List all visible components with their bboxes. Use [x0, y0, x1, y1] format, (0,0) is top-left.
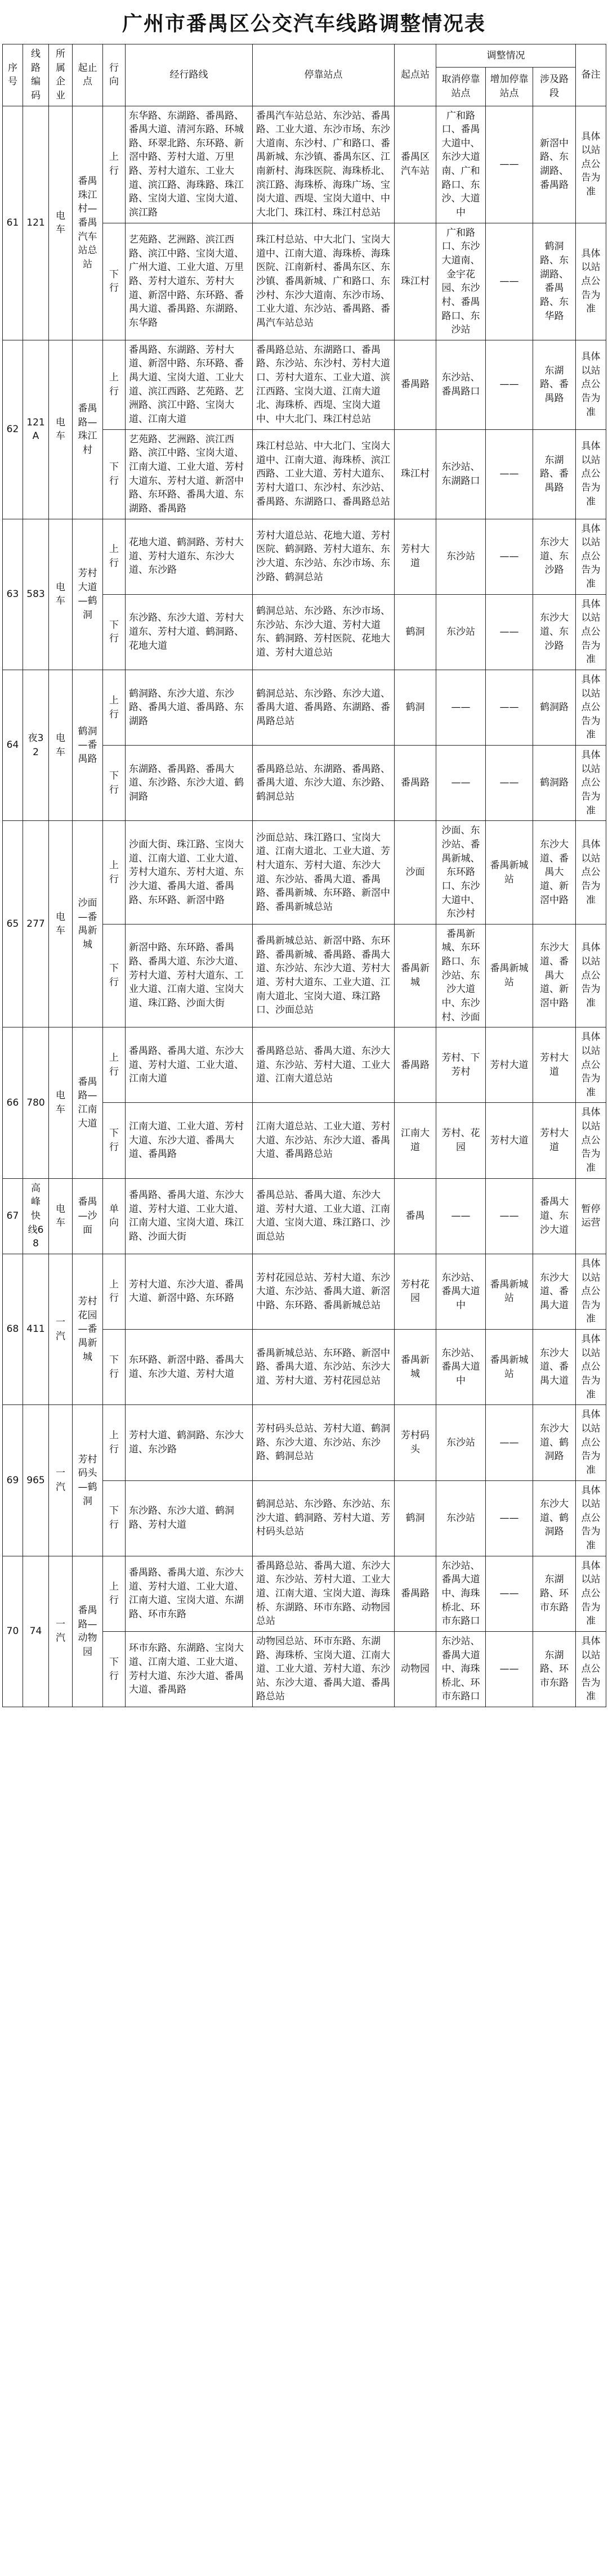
table-row — [3, 106, 606, 223]
cell-start: 番禺 — [395, 1178, 436, 1254]
cell-terminals: 芳村码头—鹤洞 — [73, 1405, 103, 1556]
cell-company: 电车 — [49, 106, 73, 340]
header-adjust-group: 调整情况 — [436, 44, 576, 68]
cell-roads: 东湖路、番禺路 — [533, 429, 576, 519]
cell-start: 动物园 — [395, 1631, 436, 1707]
cell-cancel-stops: —— — [436, 746, 486, 821]
header-route: 经行路线 — [126, 44, 253, 106]
cell-code: 277 — [23, 821, 49, 1027]
cell-terminals: 番禺—沙面 — [73, 1178, 103, 1254]
route-adjustment-table — [2, 44, 606, 1707]
cell-start: 番禺路 — [395, 746, 436, 821]
cell-new-stops: —— — [486, 223, 533, 340]
cell-company: 一汽 — [49, 1254, 73, 1404]
cell-no: 68 — [3, 1254, 23, 1404]
cell-cancel-stops: 东沙站、番禺大道中、海珠桥北、环市东路口 — [436, 1556, 486, 1631]
cell-code: 411 — [23, 1254, 49, 1404]
cell-cancel-stops: 东沙站、番禺大道中 — [436, 1330, 486, 1405]
cell-direction: 下行 — [103, 746, 126, 821]
cell-no: 69 — [3, 1405, 23, 1556]
cell-direction: 下行 — [103, 1631, 126, 1707]
cell-roads: 东湖路、环市东路 — [533, 1556, 576, 1631]
cell-new-stops: —— — [486, 1480, 533, 1556]
table-row — [3, 1405, 606, 1480]
cell-code: 780 — [23, 1027, 49, 1178]
cell-route: 东华路、东湖路、番禺路、番禺大道、清河东路、环城路、环翠北路、东环路、新滘中路、芳村大道、万里路、芳村大道东、工业大道、滨江路、海珠路、珠江路、宝岗大道、宝岗大道、滨江路 — [126, 106, 253, 223]
cell-company: 电车 — [49, 519, 73, 670]
cell-stops: 番禺路总站、东湖路口、番禺路、东沙站、东沙村、芳村大道口、芳村大道东、工业大道、滨江西路、宝岗大道、江南大道北、海珠桥、西堤、宝岗大道中、中大北门、珠江村总站 — [253, 340, 395, 429]
cell-route: 江南大道、工业大道、芳村大道、东沙大道、番禺大道、番禺路 — [126, 1103, 253, 1178]
cell-roads: 东沙大道、番禺大道、新滘中路 — [533, 924, 576, 1027]
cell-remark: 暂停运营 — [576, 1178, 606, 1254]
cell-new-stops: —— — [486, 1556, 533, 1631]
cell-route: 番禺路、番禺大道、东沙大道、芳村大道、工业大道、江南大道、宝岗大道、东湖路、环市东路 — [126, 1556, 253, 1631]
cell-remark: 具体以站点公告为准 — [576, 1480, 606, 1556]
cell-stops: 番禺路总站、番禺大道、东沙大道、东沙站、芳村大道、工业大道、江南大道、宝岗大道、海珠桥、东湖路、环市东路、动物园总站 — [253, 1556, 395, 1631]
cell-cancel-stops: —— — [436, 1178, 486, 1254]
header-no: 序号 — [3, 44, 23, 106]
cell-remark: 具体以站点公告为准 — [576, 1027, 606, 1103]
cell-route: 芳村大道、东沙大道、番禺大道、新滘中路、东环路 — [126, 1254, 253, 1329]
table-row — [3, 1254, 606, 1329]
cell-direction: 上行 — [103, 1556, 126, 1631]
cell-cancel-stops: 东沙站 — [436, 519, 486, 594]
cell-code: 74 — [23, 1556, 49, 1707]
cell-terminals: 鹤洞—番禺路 — [73, 670, 103, 820]
table-row — [3, 1556, 606, 1631]
cell-start: 芳村大道 — [395, 519, 436, 594]
table-row — [3, 519, 606, 594]
cell-new-stops: 番禺新城站 — [486, 924, 533, 1027]
cell-route: 番禺路、番禺大道、东沙大道、芳村大道、工业大道、江南大道 — [126, 1027, 253, 1103]
cell-direction: 上行 — [103, 821, 126, 924]
cell-start: 番禺路 — [395, 340, 436, 429]
cell-remark: 具体以站点公告为准 — [576, 746, 606, 821]
cell-start: 番禺新城 — [395, 924, 436, 1027]
header-stops: 停靠站点 — [253, 44, 395, 106]
cell-cancel-stops: —— — [436, 670, 486, 745]
cell-roads: 东沙大道、番禺大道、新滘中路 — [533, 821, 576, 924]
cell-remark: 具体以站点公告为准 — [576, 1254, 606, 1329]
cell-remark: 具体以站点公告为准 — [576, 594, 606, 670]
cell-terminals: 芳村花园—番禺新城 — [73, 1254, 103, 1404]
cell-company: 电车 — [49, 1027, 73, 1178]
cell-cancel-stops: 芳村、花园 — [436, 1103, 486, 1178]
cell-no: 70 — [3, 1556, 23, 1707]
cell-cancel-stops: 东沙站 — [436, 1480, 486, 1556]
cell-direction: 下行 — [103, 1480, 126, 1556]
header-remark: 备注 — [576, 44, 606, 106]
cell-roads: 新滘中路、东湖路、番禺路 — [533, 106, 576, 223]
cell-start: 番禺路 — [395, 1556, 436, 1631]
cell-new-stops: —— — [486, 1405, 533, 1480]
cell-direction: 上行 — [103, 670, 126, 745]
table-row — [3, 1178, 606, 1254]
header-code: 线路编码 — [23, 44, 49, 106]
cell-roads: 番禺大道、东沙大道 — [533, 1178, 576, 1254]
cell-cancel-stops: 沙面、东沙站、番禺新城、东环路口、东沙大道中、东沙村 — [436, 821, 486, 924]
cell-stops: 芳村码头总站、芳村大道、鹤洞路、东沙大道、东沙站、东沙路、鹤洞总站 — [253, 1405, 395, 1480]
cell-terminals: 番禺路—珠江村 — [73, 340, 103, 519]
cell-cancel-stops: 东沙站 — [436, 1405, 486, 1480]
cell-terminals: 芳村大道—鹤洞 — [73, 519, 103, 670]
cell-terminals: 番禺珠江村—番禺汽车站总站 — [73, 106, 103, 340]
cell-roads: 东沙大道、番禺大道 — [533, 1254, 576, 1329]
cell-code: 高峰快线68 — [23, 1178, 49, 1254]
cell-start: 沙面 — [395, 821, 436, 924]
cell-roads: 芳村大道 — [533, 1027, 576, 1103]
cell-start: 鹤洞 — [395, 1480, 436, 1556]
cell-company: 电车 — [49, 821, 73, 1027]
header-company: 所属企业 — [49, 44, 73, 106]
cell-no: 64 — [3, 670, 23, 820]
cell-stops: 番禺新城总站、新滘中路、东环路、番禺新城、番禺路、番禺大道、东沙站、东沙大道、芳村大道、芳村大道东、工业大道、江南大道北、宝岗大道、珠江路口、沙面总站 — [253, 924, 395, 1027]
cell-no: 63 — [3, 519, 23, 670]
cell-new-stops: —— — [486, 594, 533, 670]
cell-code: 965 — [23, 1405, 49, 1556]
cell-code: 121 — [23, 106, 49, 340]
cell-remark: 具体以站点公告为准 — [576, 340, 606, 429]
cell-direction: 上行 — [103, 340, 126, 429]
cell-roads: 东沙大道、鹤洞路 — [533, 1480, 576, 1556]
cell-direction: 下行 — [103, 223, 126, 340]
cell-no: 66 — [3, 1027, 23, 1178]
cell-remark: 具体以站点公告为准 — [576, 519, 606, 594]
cell-start: 芳村码头 — [395, 1405, 436, 1480]
cell-cancel-stops: 广和路口、番禺大道中、东沙大道南、广和路口、东沙、大道中 — [436, 106, 486, 223]
cell-remark: 具体以站点公告为准 — [576, 1631, 606, 1707]
cell-roads: 东沙大道、番禺大道 — [533, 1330, 576, 1405]
cell-route: 新滘中路、东环路、番禺路、番禺大道、东沙大道、芳村大道、芳村大道东、工业大道、江南大道、宝岗大道、珠江路、沙面大街 — [126, 924, 253, 1027]
cell-route: 花地大道、鹤洞路、芳村大道、芳村大道东、东沙大道、东沙路 — [126, 519, 253, 594]
header-direction: 行向 — [103, 44, 126, 106]
cell-roads: 鹤洞路 — [533, 746, 576, 821]
cell-new-stops: 番禺新城站 — [486, 1330, 533, 1405]
cell-code: 夜32 — [23, 670, 49, 820]
cell-start: 珠江村 — [395, 429, 436, 519]
cell-stops: 番禺路总站、东湖路、番禺路、番禺大道、东沙大道、东沙路、鹤洞总站 — [253, 746, 395, 821]
cell-start: 番禺新城 — [395, 1330, 436, 1405]
cell-cancel-stops: 东沙站、番禺大道中、海珠桥北、环市东路口 — [436, 1631, 486, 1707]
cell-stops: 番禺汽车站总站、东沙站、番禺路、工业大道、东沙市场、东沙大道南、东沙村、广和路口、番禺新城、东沙镇、番禺东区、江南新村、海珠医院、海珠桥北、滨江路、海珠桥、海珠广场、宝岗大道、西堤、宝岗大道中、中大北门、珠江村、珠江村总站 — [253, 106, 395, 223]
cell-start: 江南大道 — [395, 1103, 436, 1178]
cell-code: 121A — [23, 340, 49, 519]
cell-direction: 下行 — [103, 1330, 126, 1405]
table-row — [3, 670, 606, 745]
cell-no: 65 — [3, 821, 23, 1027]
cell-stops: 动物园总站、环市东路、东湖路、海珠桥、宝岗大道、江南大道、工业大道、芳村大道、东沙站、东沙大道、番禺大道、番禺路总站 — [253, 1631, 395, 1707]
table-row — [3, 1027, 606, 1103]
cell-route: 东环路、新滘中路、番禺大道、东沙大道、芳村大道 — [126, 1330, 253, 1405]
cell-stops: 珠江村总站、中大北门、宝岗大道中、江南大道、海珠桥、滨江西路、工业大道、芳村大道东、芳村大道口、东沙村、东沙站、番禺路、东湖路口、番禺路总站 — [253, 429, 395, 519]
cell-direction: 单向 — [103, 1178, 126, 1254]
cell-start: 珠江村 — [395, 223, 436, 340]
cell-roads: 鹤洞路、东湖路、番禺路、东华路 — [533, 223, 576, 340]
cell-no: 62 — [3, 340, 23, 519]
cell-stops: 沙面总站、珠江路口、宝岗大道、江南大道北、工业大道、芳村大道东、芳村大道、东沙大道、东沙站、番禺大道、番禺路、番禺新城、东环路、新滘中路、番禺新城总站 — [253, 821, 395, 924]
cell-direction: 下行 — [103, 924, 126, 1027]
cell-new-stops: 芳村大道 — [486, 1103, 533, 1178]
cell-company: 一汽 — [49, 1405, 73, 1556]
cell-cancel-stops: 芳村、下芳村 — [436, 1027, 486, 1103]
cell-direction: 下行 — [103, 594, 126, 670]
cell-terminals: 沙面—番禺新城 — [73, 821, 103, 1027]
cell-roads: 东湖路、番禺路 — [533, 340, 576, 429]
cell-new-stops: —— — [486, 340, 533, 429]
header-start: 起点站 — [395, 44, 436, 106]
cell-roads: 鹤洞路 — [533, 670, 576, 745]
cell-stops: 江南大道总站、工业大道、芳村大道、东沙站、东沙大道、番禺大道、番禺路总站 — [253, 1103, 395, 1178]
cell-start: 鹤洞 — [395, 594, 436, 670]
cell-remark: 具体以站点公告为准 — [576, 429, 606, 519]
cell-roads: 东沙大道、东沙路 — [533, 519, 576, 594]
header-new-stops: 增加停靠站点 — [486, 67, 533, 106]
cell-direction: 下行 — [103, 429, 126, 519]
cell-direction: 上行 — [103, 519, 126, 594]
cell-new-stops: —— — [486, 746, 533, 821]
cell-stops: 番禺总站、番禺大道、东沙大道、芳村大道、工业大道、江南大道、宝岗大道、珠江路口、沙面总站 — [253, 1178, 395, 1254]
cell-cancel-stops: 东沙站、番禺路口 — [436, 340, 486, 429]
cell-remark: 具体以站点公告为准 — [576, 106, 606, 223]
cell-route: 艺苑路、艺洲路、滨江西路、滨江中路、宝岗大道、广州大道、工业大道、万里路、芳村大道东、芳村大道、新滘中路、东环路、番禺大道、番禺路、东湖路、东华路 — [126, 223, 253, 340]
cell-direction: 下行 — [103, 1103, 126, 1178]
cell-remark: 具体以站点公告为准 — [576, 670, 606, 745]
cell-route: 环市东路、东湖路、宝岗大道、江南大道、工业大道、芳村大道、东沙大道、番禺大道、番禺路 — [126, 1631, 253, 1707]
cell-direction: 上行 — [103, 1405, 126, 1480]
cell-remark: 具体以站点公告为准 — [576, 924, 606, 1027]
cell-route: 沙面大街、珠江路、宝岗大道、江南大道、工业大道、芳村大道东、芳村大道、东沙大道、番禺大道、番禺路、东环路、新滘中路 — [126, 821, 253, 924]
cell-stops: 芳村花园总站、芳村大道、东沙大道、东沙站、番禺大道、新滘中路、东环路、番禺新城总站 — [253, 1254, 395, 1329]
cell-start: 芳村花园 — [395, 1254, 436, 1329]
cell-terminals: 番禺路—动物园 — [73, 1556, 103, 1707]
cell-new-stops: 芳村大道 — [486, 1027, 533, 1103]
cell-new-stops: 番禺新城站 — [486, 1254, 533, 1329]
cell-cancel-stops: 东沙站、东湖路口 — [436, 429, 486, 519]
cell-company: 电车 — [49, 670, 73, 820]
cell-new-stops: —— — [486, 519, 533, 594]
table-row — [3, 821, 606, 924]
cell-start: 鹤洞 — [395, 670, 436, 745]
cell-new-stops: —— — [486, 106, 533, 223]
table-header-row — [3, 44, 606, 68]
cell-remark: 具体以站点公告为准 — [576, 223, 606, 340]
cell-terminals: 番禺路—江南大道 — [73, 1027, 103, 1178]
cell-stops: 珠江村总站、中大北门、宝岗大道中、江南大道、海珠桥、海珠医院、江南新村、番禺东区、东沙镇、番禺新城、广和路口、东沙村、东沙大道南、东沙市场、工业大道、东沙站、番禺路、番禺汽车站总站 — [253, 223, 395, 340]
cell-company: 电车 — [49, 340, 73, 519]
cell-code: 583 — [23, 519, 49, 670]
cell-start: 番禺区汽车站 — [395, 106, 436, 223]
table-row — [3, 340, 606, 429]
cell-route: 番禺路、东湖路、芳村大道、新滘中路、东环路、番禺大道、宝岗大道、工业大道、滨江西路、艺苑路、艺洲路、滨江中路、宝岗大道、江南大道 — [126, 340, 253, 429]
cell-cancel-stops: 广和路口、东沙大道南、金宇花园、东沙村、番禺路口、东沙站 — [436, 223, 486, 340]
cell-new-stops: 番禺新城站 — [486, 821, 533, 924]
cell-cancel-stops: 东沙站 — [436, 594, 486, 670]
cell-new-stops: —— — [486, 1178, 533, 1254]
cell-route: 东沙路、东沙大道、芳村大道东、芳村大道、鹤洞路、花地大道 — [126, 594, 253, 670]
cell-route: 芳村大道、鹤洞路、东沙大道、东沙路 — [126, 1405, 253, 1480]
cell-remark: 具体以站点公告为准 — [576, 1330, 606, 1405]
cell-route: 东湖路、番禺路、番禺大道、东沙路、东沙大道、鹤洞路 — [126, 746, 253, 821]
cell-stops: 鹤洞总站、东沙路、东沙市场、东沙站、东沙大道、芳村大道东、鹤洞路、芳村医院、花地大道、芳村大道总站 — [253, 594, 395, 670]
cell-no: 61 — [3, 106, 23, 340]
cell-direction: 上行 — [103, 106, 126, 223]
cell-remark: 具体以站点公告为准 — [576, 1405, 606, 1480]
cell-start: 番禺路 — [395, 1027, 436, 1103]
cell-direction: 上行 — [103, 1027, 126, 1103]
cell-route: 番禺路、番禺大道、东沙大道、芳村大道、工业大道、江南大道、宝岗大道、珠江路、沙面大街 — [126, 1178, 253, 1254]
cell-stops: 番禺路总站、番禺大道、东沙大道、东沙站、芳村大道、工业大道、江南大道总站 — [253, 1027, 395, 1103]
cell-stops: 芳村大道总站、花地大道、芳村医院、鹤洞路、芳村大道东、东沙大道、东沙站、东沙市场、东沙路、鹤洞总站 — [253, 519, 395, 594]
header-terminals: 起止点 — [73, 44, 103, 106]
cell-company: 一汽 — [49, 1556, 73, 1707]
cell-roads: 东沙大道、东沙路 — [533, 594, 576, 670]
cell-stops: 鹤洞总站、东沙路、东沙站、东沙大道、鹤洞路、芳村大道、芳村码头总站 — [253, 1480, 395, 1556]
header-cancel-stops: 取消停靠站点 — [436, 67, 486, 106]
table-body — [3, 106, 606, 1707]
cell-remark: 具体以站点公告为准 — [576, 1103, 606, 1178]
cell-roads: 芳村大道 — [533, 1103, 576, 1178]
cell-direction: 上行 — [103, 1254, 126, 1329]
cell-no: 67 — [3, 1178, 23, 1254]
cell-stops: 鹤洞总站、东沙路、东沙大道、番禺大道、番禺路、东湖路、番禺路总站 — [253, 670, 395, 745]
cell-route: 艺苑路、艺洲路、滨江西路、滨江中路、宝岗大道、江南大道、工业大道、芳村大道东、芳村大道、新滘中路、东环路、番禺大道、东湖路、番禺路 — [126, 429, 253, 519]
cell-company: 电车 — [49, 1178, 73, 1254]
cell-roads: 东沙大道、鹤洞路 — [533, 1405, 576, 1480]
cell-cancel-stops: 东沙站、番禺大道中 — [436, 1254, 486, 1329]
cell-remark: 具体以站点公告为准 — [576, 1556, 606, 1631]
cell-new-stops: —— — [486, 429, 533, 519]
cell-stops: 番禺新城总站、东环路、新滘中路、番禺大道、东沙站、东沙大道、芳村大道、芳村花园总站 — [253, 1330, 395, 1405]
cell-remark: 具体以站点公告为准 — [576, 821, 606, 924]
cell-roads: 东湖路、环市东路 — [533, 1631, 576, 1707]
header-roads: 涉及路段 — [533, 67, 576, 106]
cell-cancel-stops: 番禺新城、东环路口、东沙站、东沙大道中、东沙村、沙面 — [436, 924, 486, 1027]
cell-new-stops: —— — [486, 1631, 533, 1707]
cell-new-stops: —— — [486, 670, 533, 745]
cell-route: 东沙路、东沙大道、鹤洞路、芳村大道 — [126, 1480, 253, 1556]
page-title: 广州市番禺区公交汽车线路调整情况表 — [122, 12, 486, 35]
cell-route: 鹤洞路、东沙大道、东沙路、番禺大道、番禺路、东湖路 — [126, 670, 253, 745]
